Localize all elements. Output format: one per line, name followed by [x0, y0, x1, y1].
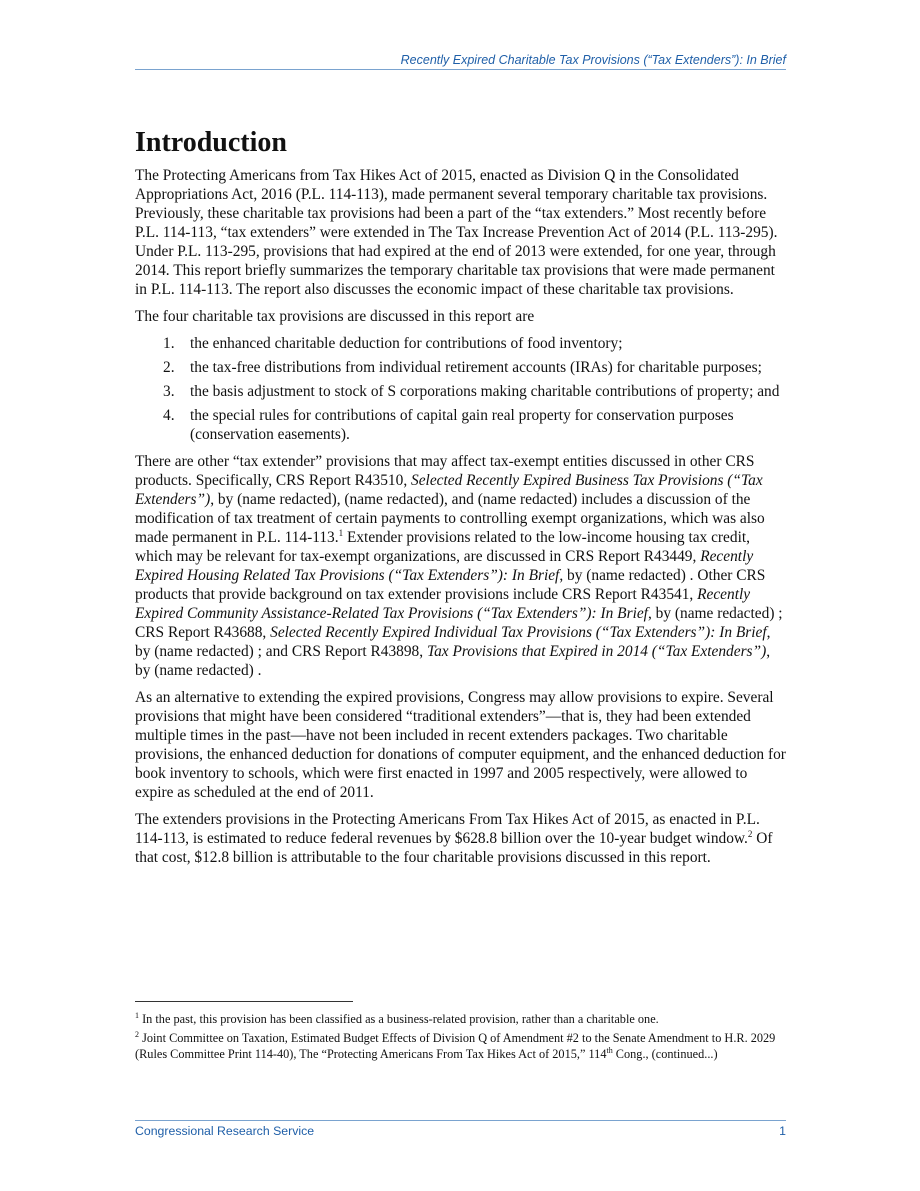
text-run: The extenders provisions in the Protecting Americans From Tax Hikes Act of 2015, as enacted in P.L. 114-113, is estimated to reduce federal revenues by $628.8 billion over the 10-year budget window.	[135, 811, 760, 847]
list-item-number: 3.	[163, 383, 175, 400]
list-item-text: the special rules for contributions of capital gain real property for conservation purposes (conservation easements).	[190, 407, 734, 443]
footnotes	[135, 1011, 786, 1065]
report-title: Selected Recently Expired Individual Tax Provisions (“Tax Extenders”): In Brief	[270, 624, 767, 641]
running-header: Recently Expired Charitable Tax Provisions (“Tax Extenders”): In Brief	[135, 53, 786, 70]
list-item	[135, 382, 786, 401]
text-run: , by (name redacted) ; CRS Report R43688,	[135, 605, 783, 641]
text-run: Of that cost, $12.8 billion is attributable to the four charitable provisions discussed in this report.	[135, 830, 773, 866]
footer-org: Congressional Research Service	[135, 1124, 315, 1138]
list-item-text: the tax-free distributions from individual retirement accounts (IRAs) for charitable purposes;	[190, 359, 762, 376]
report-title: Tax Provisions that Expired in 2014 (“Tax Extenders”)	[426, 643, 767, 660]
alternative-paragraph: As an alternative to extending the expired provisions, Congress may allow provisions to expire. Several provisions that might have been considered “traditional extenders”—that is, they had been extended multiple times in the past—have not been included in recent extenders packages. Two charitable provisions, the enhanced deduction for donations of computer equipment, and the enhanced deduction for book inventory to schools, which were first enacted in 1997 and 2005 respectively, were allowed to expire as scheduled at the end of 2011.	[135, 689, 786, 801]
list-item	[135, 358, 786, 377]
report-title: Selected Recently Expired Business Tax Provisions (“Tax Extenders”)	[135, 472, 763, 508]
text-run: , by (name redacted) .	[135, 643, 771, 679]
list-item	[135, 334, 786, 353]
footnote-text: Cong., (continued...)	[612, 1047, 718, 1061]
footnote-divider	[135, 1001, 353, 1002]
report-title: Recently Expired Community Assistance-Related Tax Provisions (“Tax Extenders”): In Brief	[135, 586, 751, 622]
footnote-text: Joint Committee on Taxation, Estimated Budget Effects of Division Q of Amendment #2 to the Senate Amendment to H.R. 2029 (Rules Committee Print 114-40), The “Protecting Americans From Tax Hikes Act of 2015,” 114	[135, 1031, 776, 1061]
list-item-number: 2.	[163, 359, 175, 376]
report-title: Recently Expired Housing Related Tax Provisions (“Tax Extenders”): In Brief	[135, 548, 754, 584]
footnote-mark: 1	[135, 1010, 139, 1020]
footnote-text: In the past, this provision has been classified as a business-related provision, rather than a charitable one.	[139, 1012, 659, 1026]
footnote-ref-2: 2	[747, 828, 753, 839]
text-run: , by (name redacted) ; and CRS Report R43898,	[135, 624, 771, 660]
main-content	[135, 126, 786, 875]
text-run: Extender provisions related to the low-income housing tax credit, which may be relevant for tax-exempt organizations, are discussed in CRS Report R43449,	[135, 529, 750, 565]
text-run: There are other “tax extender” provisions that may affect tax-exempt entities discussed in other CRS products. Specifically, CRS Report R43510,	[135, 453, 755, 489]
section-title: Introduction	[135, 127, 287, 158]
list-intro-paragraph: The four charitable tax provisions are discussed in this report are	[135, 308, 535, 325]
provisions-list	[135, 334, 786, 444]
list-item-number: 1.	[163, 335, 175, 352]
footnote-mark: 2	[135, 1029, 139, 1039]
list-item-number: 4.	[163, 407, 175, 424]
footnote-1	[135, 1011, 786, 1027]
page-number: 1	[779, 1124, 786, 1138]
footnote-ref-1: 1	[338, 527, 344, 538]
ordinal-suffix: th	[606, 1045, 613, 1055]
page-footer	[135, 1120, 786, 1138]
text-run: , by (name redacted) . Other CRS products that provide background on tax extender provisions include CRS Report R43541,	[135, 567, 766, 603]
intro-paragraph: The Protecting Americans from Tax Hikes Act of 2015, enacted as Division Q in the Consolidated Appropriations Act, 2016 (P.L. 114-113), made permanent several temporary charitable tax provisions. Previously, these charitable tax provisions had been a part of the “tax extenders.” Most recently before P.L. 114-113, “tax extenders” were extended in The Tax Increase Prevention Act of 2014 (P.L. 113-295). Under P.L. 113-295, provisions that had expired at the end of 2013 were extended, for one year, through 2014. This report briefly summarizes the temporary charitable tax provisions that were made permanent in P.L. 114-113. The report also discusses the economic impact of these charitable tax provisions.	[135, 167, 778, 298]
revenue-paragraph	[135, 810, 786, 867]
footnote-2	[135, 1030, 786, 1062]
list-item-text: the basis adjustment to stock of S corporations making charitable contributions of property; and	[190, 383, 780, 400]
list-item-text: the enhanced charitable deduction for contributions of food inventory;	[190, 335, 623, 352]
text-run: , by (name redacted), (name redacted), and (name redacted) includes a discussion of the modification of tax treatment of certain payments to controlling exempt organizations, which was also made permanent in P.L. 114-113.	[135, 491, 765, 546]
list-item	[135, 406, 786, 444]
other-products-paragraph	[135, 452, 786, 680]
